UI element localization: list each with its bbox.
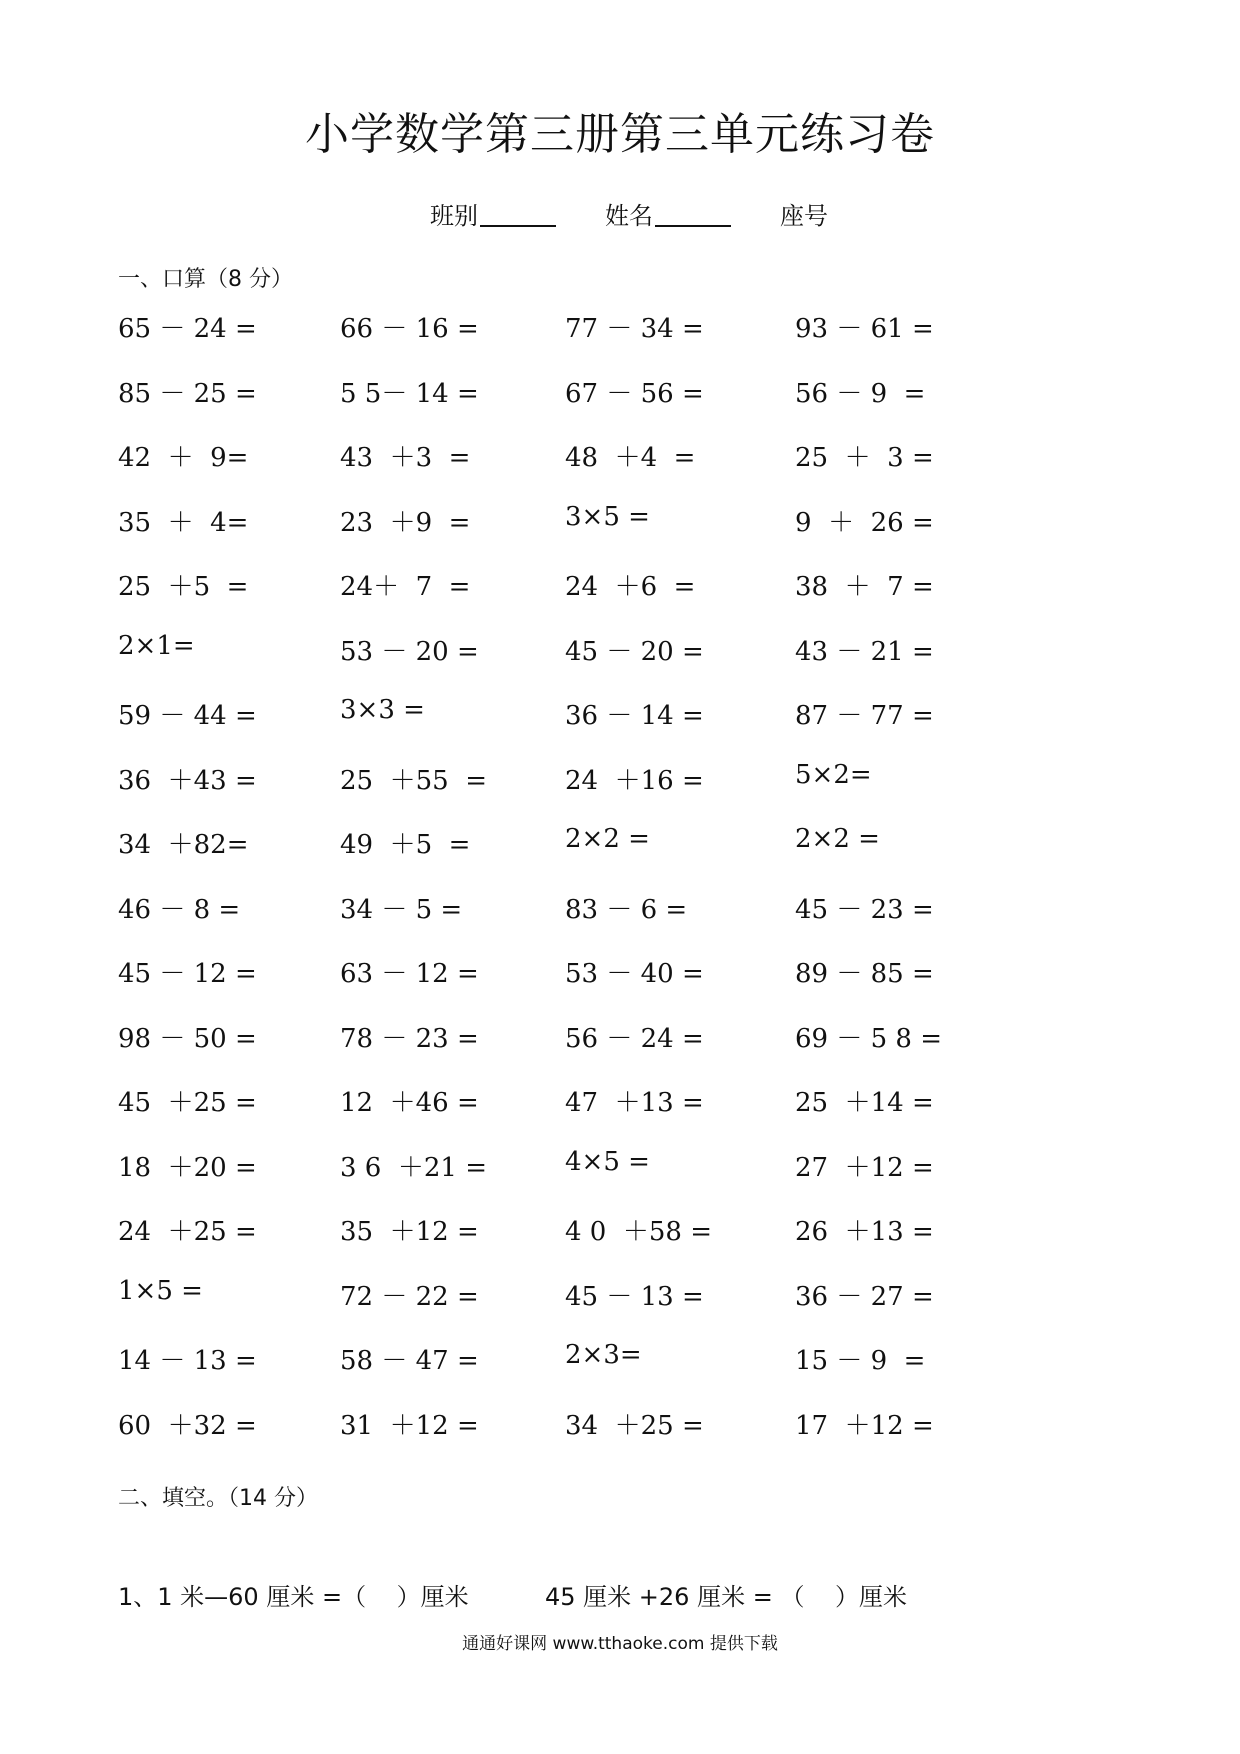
arithmetic-problem: 24＋ 7 = xyxy=(340,572,471,602)
arithmetic-problem: 31 ＋12 = xyxy=(340,1411,479,1441)
arithmetic-problem: 45 ＋25 = xyxy=(118,1088,257,1118)
arithmetic-problem: 43 － 21 = xyxy=(795,637,934,667)
arithmetic-problem: 3×5 = xyxy=(565,502,650,532)
arithmetic-problem: 24 ＋6 = xyxy=(565,572,696,602)
arithmetic-problem: 23 ＋9 = xyxy=(340,508,471,538)
arithmetic-problem: 25 ＋5 = xyxy=(118,572,249,602)
arithmetic-problem: 36 － 27 = xyxy=(795,1282,934,1312)
arithmetic-problem: 43 ＋3 = xyxy=(340,443,471,473)
arithmetic-problem: 34 ＋25 = xyxy=(565,1411,704,1441)
fill-blank-q1-part1: 1、1 米—60 厘米 =（ ）厘米 xyxy=(118,1583,469,1611)
arithmetic-problem: 77 － 34 = xyxy=(565,314,704,344)
arithmetic-problem: 89 － 85 = xyxy=(795,959,934,989)
arithmetic-problem: 59 － 44 = xyxy=(118,701,257,731)
arithmetic-problem: 3×3 = xyxy=(340,695,425,725)
arithmetic-problem: 26 ＋13 = xyxy=(795,1217,934,1247)
arithmetic-problem: 34 － 5 = xyxy=(340,895,463,925)
arithmetic-problem: 35 ＋ 4= xyxy=(118,508,249,538)
arithmetic-problem: 25 ＋ 3 = xyxy=(795,443,934,473)
arithmetic-problem: 5×2= xyxy=(795,760,872,790)
arithmetic-problem: 2×1= xyxy=(118,631,195,661)
arithmetic-problem: 85 － 25 = xyxy=(118,379,257,409)
arithmetic-problem: 27 ＋12 = xyxy=(795,1153,934,1183)
arithmetic-problem: 25 ＋14 = xyxy=(795,1088,934,1118)
arithmetic-problem: 63 － 12 = xyxy=(340,959,479,989)
arithmetic-problem: 17 ＋12 = xyxy=(795,1411,934,1441)
arithmetic-problem: 87 － 77 = xyxy=(795,701,934,731)
arithmetic-problem: 5 5－ 14 = xyxy=(340,379,479,409)
arithmetic-problem: 58 － 47 = xyxy=(340,1346,479,1376)
arithmetic-problem: 78 － 23 = xyxy=(340,1024,479,1054)
arithmetic-problem: 47 ＋13 = xyxy=(565,1088,704,1118)
arithmetic-problem: 34 ＋82= xyxy=(118,830,249,860)
arithmetic-problem: 25 ＋55 = xyxy=(340,766,488,796)
arithmetic-problem: 45 － 13 = xyxy=(565,1282,704,1312)
arithmetic-problem: 18 ＋20 = xyxy=(118,1153,257,1183)
arithmetic-problem: 12 ＋46 = xyxy=(340,1088,479,1118)
arithmetic-problem: 56 － 24 = xyxy=(565,1024,704,1054)
arithmetic-problem: 49 ＋5 = xyxy=(340,830,471,860)
name-label: 姓名 xyxy=(605,202,653,230)
footer-credit: 通通好课网 www.tthaoke.com 提供下载 xyxy=(462,1634,778,1654)
arithmetic-problem: 36 － 14 = xyxy=(565,701,704,731)
arithmetic-problem: 98 － 50 = xyxy=(118,1024,257,1054)
arithmetic-problem: 2×3= xyxy=(565,1340,642,1370)
arithmetic-problem: 67 － 56 = xyxy=(565,379,704,409)
arithmetic-problem: 46 － 8 = xyxy=(118,895,241,925)
arithmetic-problem: 72 － 22 = xyxy=(340,1282,479,1312)
arithmetic-problem: 83 － 6 = xyxy=(565,895,688,925)
arithmetic-problem: 60 ＋32 = xyxy=(118,1411,257,1441)
arithmetic-problem: 45 － 20 = xyxy=(565,637,704,667)
arithmetic-problem: 15 － 9 = xyxy=(795,1346,926,1376)
arithmetic-problem: 38 ＋ 7 = xyxy=(795,572,934,602)
arithmetic-problem: 14 － 13 = xyxy=(118,1346,257,1376)
page-title: 小学数学第三册第三单元练习卷 xyxy=(305,109,935,160)
arithmetic-problem: 35 ＋12 = xyxy=(340,1217,479,1247)
arithmetic-problem: 24 ＋16 = xyxy=(565,766,704,796)
arithmetic-problem: 2×2 = xyxy=(565,824,650,854)
arithmetic-problem: 2×2 = xyxy=(795,824,880,854)
arithmetic-problem: 69 － 5 8 = xyxy=(795,1024,943,1054)
arithmetic-problem: 53 － 20 = xyxy=(340,637,479,667)
arithmetic-problem: 1×5 = xyxy=(118,1276,203,1306)
arithmetic-problem: 48 ＋4 = xyxy=(565,443,696,473)
arithmetic-problem: 24 ＋25 = xyxy=(118,1217,257,1247)
class-label: 班别 xyxy=(430,202,478,230)
arithmetic-problem: 36 ＋43 = xyxy=(118,766,257,796)
arithmetic-problem: 4 0 ＋58 = xyxy=(565,1217,713,1247)
section-2-heading: 二、填空。（14 分） xyxy=(118,1486,318,1511)
seat-label: 座号 xyxy=(780,202,828,230)
arithmetic-problem: 45 － 12 = xyxy=(118,959,257,989)
arithmetic-problem: 65 － 24 = xyxy=(118,314,257,344)
arithmetic-problem: 9 ＋ 26 = xyxy=(795,508,934,538)
arithmetic-problem: 42 ＋ 9= xyxy=(118,443,249,473)
arithmetic-problem: 56 － 9 = xyxy=(795,379,926,409)
arithmetic-problem: 45 － 23 = xyxy=(795,895,934,925)
section-1-heading: 一、口算（8 分） xyxy=(118,267,293,292)
arithmetic-problem: 66 － 16 = xyxy=(340,314,479,344)
arithmetic-problem: 3 6 ＋21 = xyxy=(340,1153,488,1183)
arithmetic-problem: 53 － 40 = xyxy=(565,959,704,989)
fill-blank-q1-part2: 45 厘米 +26 厘米 = （ ）厘米 xyxy=(545,1583,907,1611)
arithmetic-problem: 93 － 61 = xyxy=(795,314,934,344)
arithmetic-problem: 4×5 = xyxy=(565,1147,650,1177)
